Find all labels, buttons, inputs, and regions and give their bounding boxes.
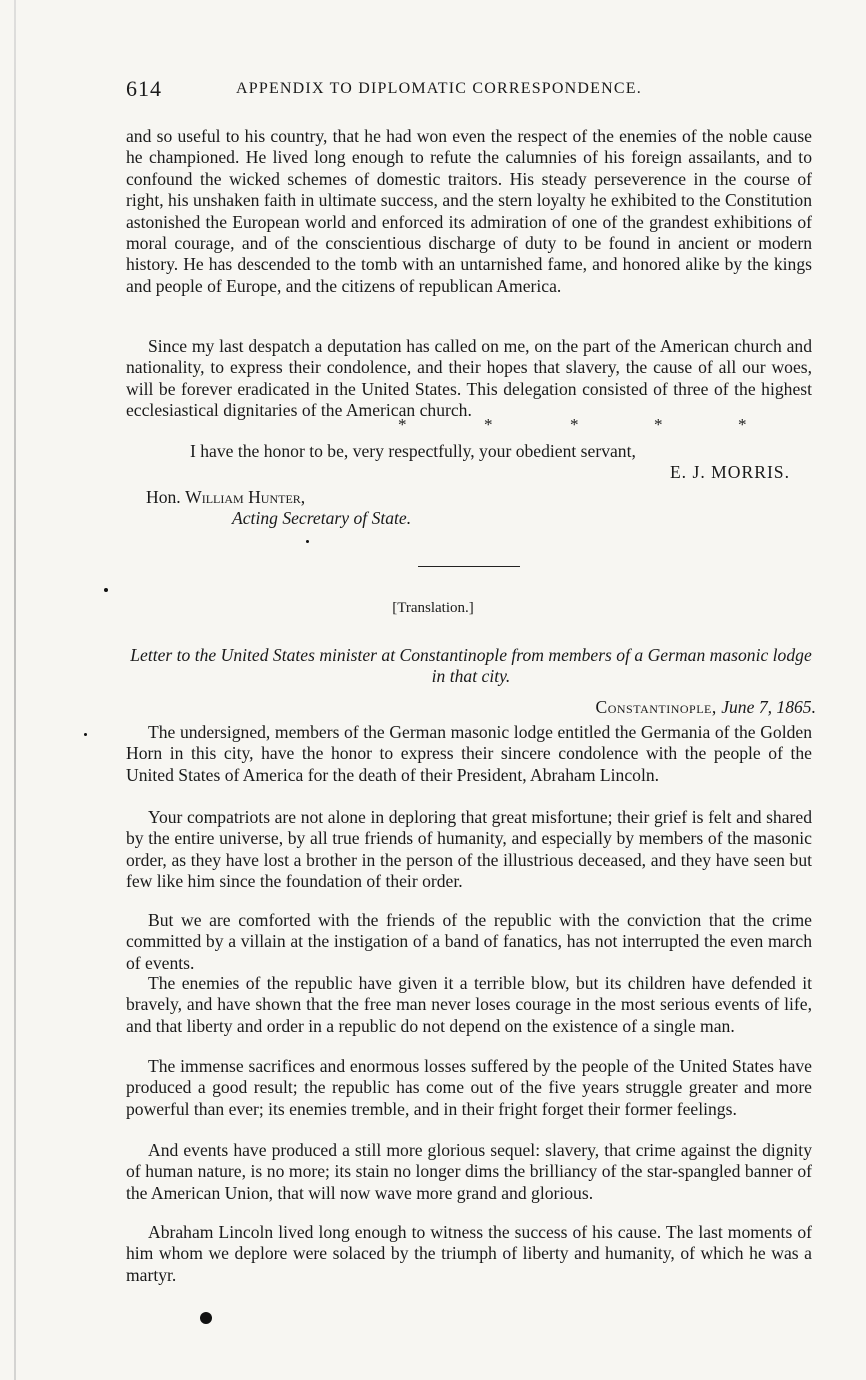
ellipsis-star: * — [654, 415, 663, 434]
addressee — [146, 487, 305, 508]
letter1-paragraph-1: and so useful to his country, that he had won even the respect of the enemies of the noble cause he championed. He lived long enough to refute the calumnies of his foreign assailants, and to confound the wicked schemes of domestic traitors. His steady perseverence in the course of right, his unshaken faith in ultimate success, and the stern loyalty he exhibited to the Constitution astonished the European world and enforced its admiration of one of the grandest exhibitions of moral courage, and of the conscientious discharge of duty to be found in ancient or modern history. He has descended to the tomb with an untarnished fame, and honored alike by the kings and people of Europe, and the citizens of republican America. — [126, 126, 812, 296]
dateline-city: Constantinople, — [595, 697, 717, 717]
ink-blot — [200, 1312, 212, 1324]
running-title: APPENDIX TO DIPLOMATIC CORRESPONDENCE. — [236, 80, 642, 97]
letter1-paragraph-2: Since my last despatch a deputation has called on me, on the part of the American church and nationality, to express their condolence, and their hopes that slavery, the cause of all our woes, will be forever eradicated in the United States. This delegation consisted of three of the highest ecclesiastical dignitaries of the American church. — [126, 336, 812, 421]
dateline-date: June 7, 1865. — [721, 697, 816, 717]
letter2-paragraph-1: The undersigned, members of the German masonic lodge entitled the Germania of the Golden Horn in this city, have the honor to express their sincere condolence with the people of the United States of America for the death of their President, Abraham Lincoln. — [126, 722, 812, 785]
ink-speck — [306, 540, 309, 543]
ellipsis-star: * — [570, 415, 579, 434]
ellipsis-star: * — [738, 415, 747, 434]
letter2-paragraph-6: And events have produced a still more glorious sequel: slavery, that crime against the dignity of human nature, is no more; its stain no longer dims the brilliancy of the star-spangled banner of the American Union, that will now wave more grand and glorious. — [126, 1140, 812, 1203]
ink-speck — [84, 733, 87, 736]
addressee-title: Acting Secretary of State. — [232, 508, 412, 528]
letter2-paragraph-7: Abraham Lincoln lived long enough to witness the success of his cause. The last moments of him whom we deplore were solaced by the triumph of liberty and humanity, of which he was a martyr. — [126, 1222, 812, 1285]
ellipsis-star: * — [484, 415, 493, 434]
addressee-prefix: Hon. — [146, 487, 181, 507]
letter2-title: Letter to the United States minister at Constantinople from members of a German masonic lodge in that city. — [130, 645, 812, 686]
dateline — [595, 697, 816, 718]
signature: E. J. MORRIS. — [669, 462, 790, 482]
letter2-paragraph-3: But we are comforted with the friends of the republic with the conviction that the crime committed by a villain at the instigation of a band of fanatics, has not interrupted the even march of events. — [126, 910, 812, 973]
letter2-paragraph-2: Your compatriots are not alone in deploring that great misfortune; their grief is felt and shared by the entire universe, by all true friends of humanity, and especially by members of the masonic order, as they have lost a brother in the person of the illustrious deceased, and they have seen but few like him since the foundation of their order. — [126, 807, 812, 892]
ink-speck — [104, 588, 108, 592]
letter2-paragraph-4: The enemies of the republic have given it a terrible blow, but its children have defended it bravely, and have shown that the free man never loses courage in the most serious events of life, and that liberty and order in a republic do not depend on the existence of a single man. — [126, 973, 812, 1036]
page-edge-shadow — [14, 0, 16, 1380]
page-number: 614 — [126, 76, 162, 101]
letter2-paragraph-5: The immense sacrifices and enormous losses suffered by the people of the United States have produced a good result; the republic has come out of the five years struggle greater and more powerful than ever; its enemies tremble, and in their fright forget their former feelings. — [126, 1056, 812, 1119]
closing-line: I have the honor to be, very respectfully, your obedient servant, — [190, 441, 636, 461]
section-divider — [418, 566, 520, 567]
translation-label: [Translation.] — [392, 600, 474, 616]
addressee-name: William Hunter, — [185, 487, 306, 507]
running-header — [126, 76, 816, 106]
ellipsis-star: * — [398, 415, 407, 434]
